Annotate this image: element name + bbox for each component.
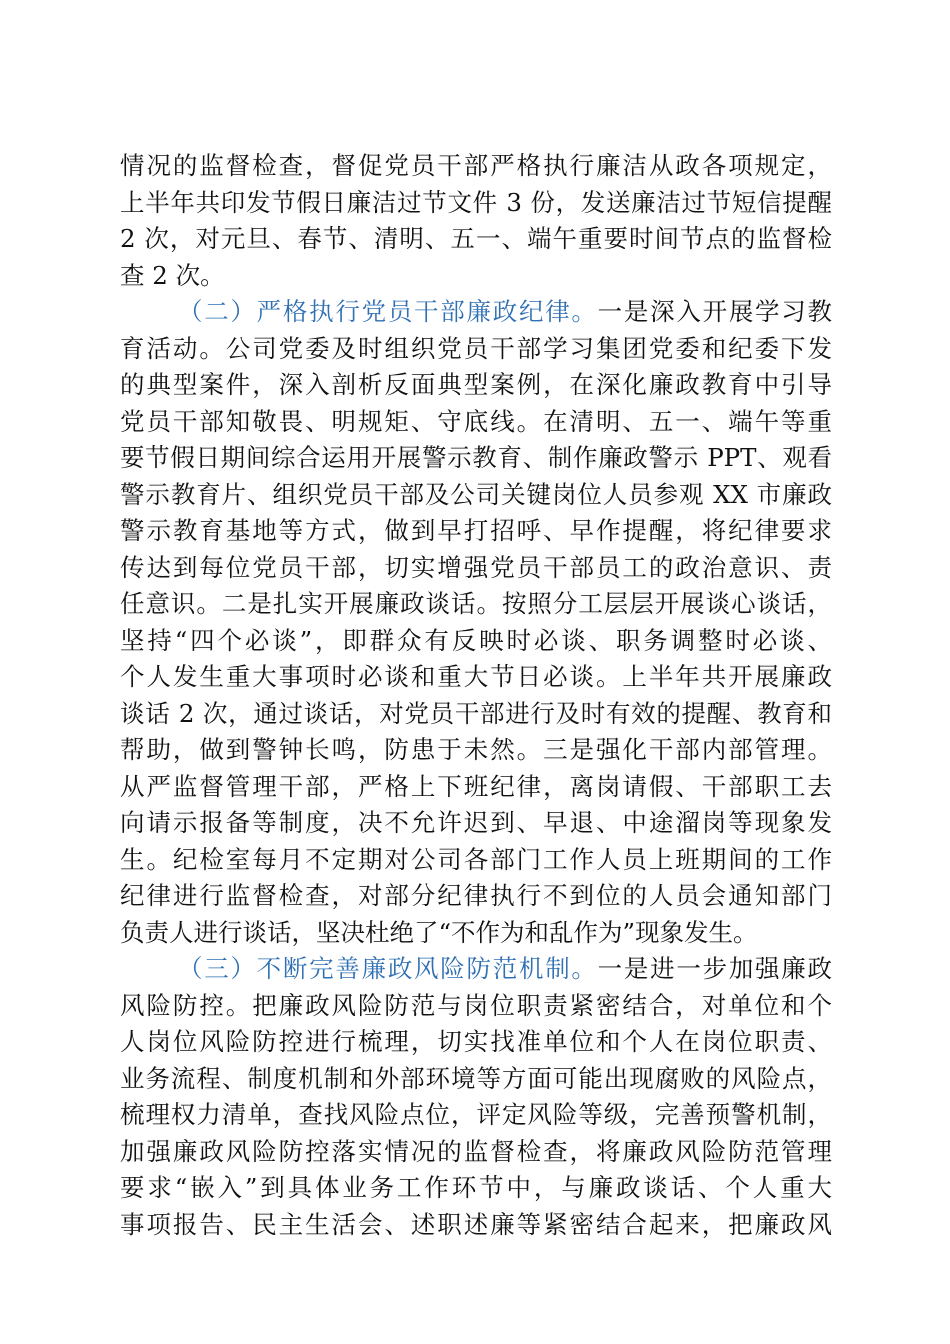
text-line: 2 次，对元旦、春节、清明、五一、端午重要时间节点的监督检 xyxy=(120,224,832,253)
text-line xyxy=(120,294,832,331)
text-line: 查 2 次。 xyxy=(120,260,225,290)
text-line: 谈话 2 次，通过谈话，对党员干部进行及时有效的提醒、教育和 xyxy=(120,698,832,728)
text-line: 人岗位风险防控进行梳理，切实找准单位和个人在岗位职责、 xyxy=(120,1027,832,1056)
text-line: 梳理权力清单，查找风险点位，评定风险等级，完善预警机制， xyxy=(120,1100,832,1129)
text-line: 党员干部知敬畏、明规矩、守底线。在清明、五一、端午等重 xyxy=(120,406,832,436)
text-line: 个人发生重大事项时必谈和重大节日必谈。上半年共开展廉政 xyxy=(120,662,832,691)
paragraph xyxy=(120,148,832,294)
text-run: 一是进一步加强廉政 xyxy=(597,954,833,983)
text-line: 要求“嵌入”到具体业务工作环节中，与廉政谈话、个人重大 xyxy=(120,1173,832,1202)
text-line: 警示教育基地等方式，做到早打招呼、早作提醒，将纪律要求 xyxy=(120,516,832,545)
text-line: 业务流程、制度机制和外部环境等方面可能出现腐败的风险点， xyxy=(120,1063,832,1093)
text-line: 传达到每位党员干部，切实增强党员干部员工的政治意识、责 xyxy=(120,552,832,582)
text-run: 一是深入开展学习教 xyxy=(597,297,833,326)
text-line: 的典型案件，深入剖析反面典型案例，在深化廉政教育中引导 xyxy=(120,370,832,399)
text-line: 要节假日期间综合运用开展警示教育、制作廉政警示 PPT、观看 xyxy=(120,443,832,472)
text-line: 风险防控。把廉政风险防范与岗位职责紧密结合，对单位和个 xyxy=(120,990,832,1020)
paragraph xyxy=(120,951,832,1243)
text-line: 向请示报备等制度，决不允许迟到、早退、中途溜岗等现象发 xyxy=(120,808,832,837)
paragraph xyxy=(120,294,832,951)
document-page xyxy=(120,148,832,1243)
text-line: 育活动。公司党委及时组织党员干部学习集团党委和纪委下发 xyxy=(120,333,832,363)
text-line: 纪律进行监督检查，对部分纪律执行不到位的人员会通知部门 xyxy=(120,881,832,910)
text-line: 情况的监督检查，督促党员干部严格执行廉洁从政各项规定， xyxy=(120,151,832,180)
section-heading: （二）严格执行党员干部廉政纪律。 xyxy=(178,297,598,326)
text-line: 负责人进行谈话，坚决杜绝了“不作为和乱作为”现象发生。 xyxy=(120,917,758,947)
text-line: 事项报告、民主生活会、述职述廉等紧密结合起来，把廉政风 xyxy=(120,1209,832,1239)
text-line xyxy=(120,951,832,988)
text-line: 生。纪检室每月不定期对公司各部门工作人员上班期间的工作 xyxy=(120,844,832,874)
text-line: 警示教育片、组织党员干部及公司关键岗位人员参观 XX 市廉政 xyxy=(120,479,832,509)
section-heading: （三）不断完善廉政风险防范机制。 xyxy=(178,954,598,983)
text-line: 上半年共印发节假日廉洁过节文件 3 份，发送廉洁过节短信提醒 xyxy=(120,187,832,217)
text-line: 帮助，做到警钟长鸣，防患于未然。三是强化干部内部管理。 xyxy=(120,735,832,764)
text-line: 加强廉政风险防控落实情况的监督检查，将廉政风险防范管理 xyxy=(120,1136,832,1166)
text-line: 从严监督管理干部，严格上下班纪律，离岗请假、干部职工去 xyxy=(120,771,832,801)
text-line: 任意识。二是扎实开展廉政谈话。按照分工层层开展谈心谈话， xyxy=(120,589,832,618)
text-line: 坚持“四个必谈”，即群众有反映时必谈、职务调整时必谈、 xyxy=(120,625,832,655)
